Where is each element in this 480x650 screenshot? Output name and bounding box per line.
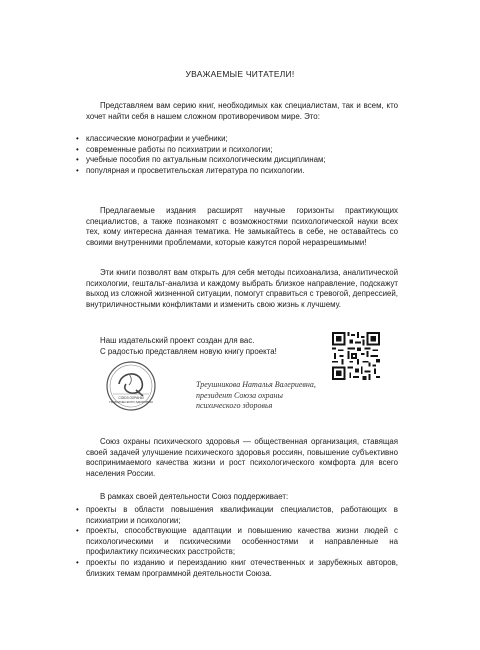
project-line: С радостью представляем новую книгу проекта! [100, 346, 277, 356]
paragraph-text: Эти книги позволят вам открыть для себя методы психоанализа, аналитической психологии, гештальт-анализа и каждому выбрать близкое направление, подскажут выход из сложной жизненной ситуации, помогут справиться с тревогой, депрессией, внутриличностными конфликтами и изменить свою жизнь к лучшему. [86, 268, 398, 309]
bullet: • [76, 155, 79, 165]
support-intro: В рамках своей деятельности Союз поддерживает: [100, 492, 289, 501]
list-item: • популярная и просветительская литература по психологии. [76, 165, 305, 175]
bullet: • [76, 134, 79, 143]
list-item: • классические монографии и учебники; [76, 134, 228, 143]
project-line: Наш издательский проект создан для вас. [100, 336, 255, 345]
page-heading: УВАЖАЕМЫЕ ЧИТАТЕЛИ! [185, 69, 295, 79]
intro-paragraph: Представляем вам серию книг, необходимых как специалистам, так и всем, кто хочет найти себя в нашем сложном противоречивом мире. Это: [86, 101, 398, 121]
support-list [76, 505, 398, 579]
list-item: • современные работы по психиатрии и психологии; [76, 144, 273, 154]
union-description [86, 437, 398, 479]
list-item: • проекты, способствующие адаптации и повышению качества жизни людей с психологическими и психическими особенностями и направленные на профилактику психических расстройств; [76, 526, 398, 557]
bullet: • [76, 557, 79, 567]
bullet: • [76, 144, 79, 154]
signature-role: президент Союза охраны [196, 390, 283, 400]
signature [196, 380, 396, 412]
signature-name: Треушникова Наталья Валериевна, [196, 380, 316, 389]
intro-list [76, 134, 398, 176]
paragraph-text: Союз охраны психического здоровья — общественная организация, ставящая своей задачей улучшение психического здоровья россиян, повышение субъективно воспринимаемого качества жизни и рост психологического комфорта для всего населения России. [86, 437, 398, 478]
list-item: • учебные пособия по актуальным психологическим дисциплинам; [76, 155, 326, 165]
signature-role: психического здоровья [196, 401, 273, 410]
qr-code [332, 332, 380, 380]
project-note [86, 336, 326, 357]
list-item: • проекты в области повышения квалификации специалистов, работающих в психиатрии и психологии; [76, 505, 398, 525]
intro-block [86, 101, 398, 122]
emblem-text: СОЮЗ ОХРАНЫ [118, 396, 144, 400]
bullet: • [76, 165, 79, 175]
bullet: • [76, 505, 79, 514]
paragraph-text: Предлагаемые издания расширят научные горизонты практикующих специалистов, а также познакомят с возможностями психологической науки всех тех, кому интересна данная тематика. Не замыкайтесь в себе, не оставайтесь со своими внутренними проблемами, которые кажутся порой неразрешимыми! [86, 206, 398, 247]
union-emblem-logo [105, 360, 157, 412]
list-item: • проекты по изданию и переизданию книг отечественных и зарубежных авторов, близких темам программной деятельности Союза. [76, 557, 398, 578]
emblem-text: ПСИХИЧЕСКОГО ЗДОРОВЬЯ [109, 400, 153, 404]
bullet: • [76, 526, 79, 536]
paragraph-horizons [86, 206, 398, 248]
support-intro-block [86, 492, 398, 503]
paragraph-methods [86, 268, 398, 310]
